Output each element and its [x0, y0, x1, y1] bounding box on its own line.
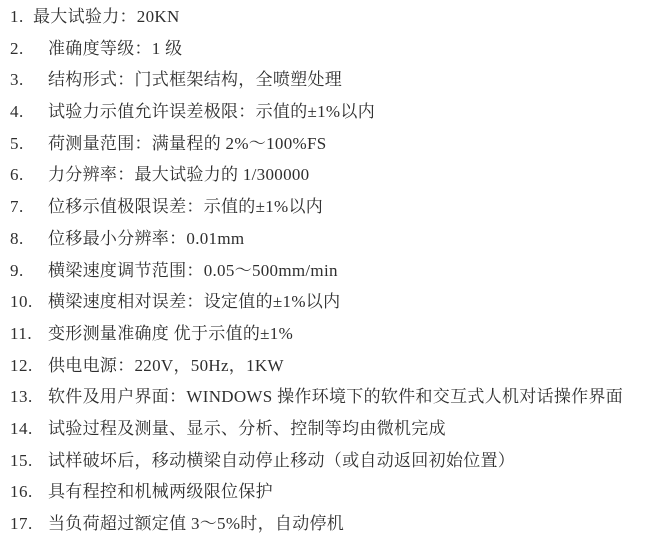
item-text: 力分辨率：最大试验力的 1/300000 [48, 165, 310, 185]
list-item [10, 508, 667, 540]
item-number: 3. [10, 70, 24, 90]
item-number: 16. [10, 482, 33, 502]
list-item [10, 128, 667, 160]
list-item [10, 223, 667, 255]
item-text: 软件及用户界面：WINDOWS 操作环境下的软件和交互式人机对话操作界面 [48, 387, 624, 407]
list-item [10, 96, 667, 128]
item-number: 5. [10, 133, 24, 153]
list-item [10, 413, 667, 445]
item-number: 17. [10, 514, 33, 533]
item-number: 13. [10, 387, 33, 407]
item-number: 1. [10, 7, 24, 26]
list-item [10, 445, 667, 477]
item-text: 变形测量准确度 优于示值的±1% [48, 323, 294, 343]
list-item [10, 350, 667, 382]
item-number: 11. [10, 323, 33, 343]
item-number: 9. [10, 260, 24, 280]
list-item [10, 318, 667, 350]
item-text: 供电电源：220V，50Hz，1KW [48, 355, 284, 375]
item-text: 位移示值极限误差：示值的±1%以内 [48, 197, 324, 217]
item-number: 6. [10, 165, 24, 185]
list-item [10, 381, 667, 413]
list-item [10, 159, 667, 191]
item-text: 结构形式：门式框架结构，全喷塑处理 [48, 70, 343, 90]
item-text: 具有程控和机械两级限位保护 [48, 482, 273, 502]
list-item [10, 286, 667, 318]
item-text: 试验力示值允许误差极限：示值的±1%以内 [48, 102, 375, 122]
item-number: 12. [10, 355, 33, 375]
list-item [10, 1, 667, 33]
item-text: 试验过程及测量、显示、分析、控制等均由微机完成 [48, 418, 446, 438]
list-item [10, 191, 667, 223]
item-text: 最大试验力：20KN [33, 7, 180, 26]
list-item [10, 255, 667, 287]
item-number: 4. [10, 102, 24, 122]
item-text: 横梁速度相对误差：设定值的±1%以内 [48, 292, 341, 312]
item-text: 位移最小分辨率：0.01mm [48, 228, 245, 248]
item-number: 15. [10, 450, 33, 470]
item-number: 8. [10, 228, 24, 248]
list-item [10, 476, 667, 508]
item-number: 10. [10, 292, 33, 312]
item-number: 14. [10, 418, 33, 438]
item-number: 2. [10, 38, 24, 58]
list-item [10, 33, 667, 65]
item-text: 荷测量范围：满量程的 2%～100%FS [48, 133, 327, 153]
item-text: 准确度等级：1 级 [48, 38, 183, 58]
item-text: 当负荷超过额定值 3～5%时，自动停机 [48, 514, 345, 533]
list-item [10, 64, 667, 96]
item-number: 7. [10, 197, 24, 217]
item-text: 横梁速度调节范围：0.05～500mm/min [48, 260, 338, 280]
item-text: 试样破坏后，移动横梁自动停止移动（或自动返回初始位置） [48, 450, 516, 470]
